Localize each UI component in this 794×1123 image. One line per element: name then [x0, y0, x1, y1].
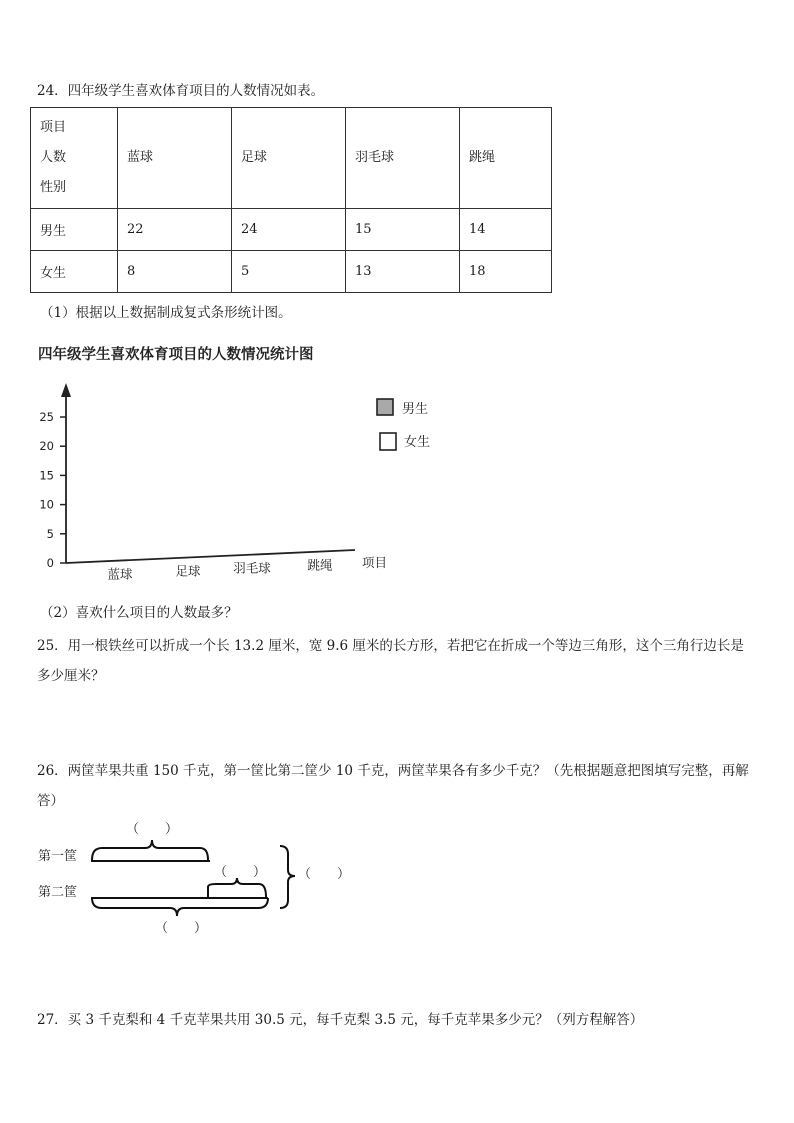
- blank-total: （ ）: [298, 867, 351, 882]
- second-basket-brace: [92, 898, 268, 916]
- line-segment-diagram: [30, 818, 370, 943]
- table-cell: 8: [118, 251, 232, 293]
- x-category-label: 蓝球: [107, 566, 133, 582]
- x-category-label: 羽毛球: [233, 560, 271, 576]
- first-basket-brace: [92, 840, 208, 860]
- question-25-line-1: 25．用一根铁丝可以折成一个长 13.2 厘米，宽 9.6 厘米的长方形，若把它在折成一个等边三角形，这个三角行边长是: [37, 638, 744, 654]
- table-cell: 24: [232, 209, 346, 251]
- table-corner-cell: [31, 108, 118, 209]
- y-tick-label: 10: [39, 497, 54, 512]
- legend-swatch-boys: [377, 399, 393, 415]
- x-axis-label: 项目: [362, 555, 388, 570]
- row-label-girls: 女生: [31, 251, 118, 293]
- question-27-text: 27．买 3 千克梨和 4 千克苹果共用 30.5 元，每千克梨 3.5 元，每千克苹果多少元？（列方程解答）: [37, 1012, 644, 1028]
- table-cell: 18: [460, 251, 552, 293]
- label-first-basket: 第一筐: [38, 849, 78, 864]
- y-tick-label: 25: [39, 410, 54, 424]
- blank-difference: （ ）: [214, 865, 267, 880]
- question-24-part-1: （1）根据以上数据制成复式条形统计图。: [40, 305, 292, 321]
- question-25-line-2: 多少厘米？: [37, 668, 105, 684]
- column-header-basketball: 蓝球: [118, 108, 232, 209]
- table-row-girls: [31, 251, 552, 293]
- x-category-label: 足球: [175, 563, 201, 579]
- legend-label-girls: 女生: [404, 435, 430, 450]
- y-tick-label: 15: [39, 468, 54, 483]
- y-ticks: [39, 410, 66, 570]
- y-axis-arrow: [61, 383, 71, 397]
- blank-second-basket: （ ）: [155, 921, 208, 936]
- row-label-boys: 男生: [31, 209, 118, 251]
- blank-first-basket: （ ）: [126, 822, 179, 837]
- legend-swatch-girls: [380, 433, 396, 450]
- sports-data-table: [30, 107, 552, 293]
- table-cell: 22: [118, 209, 232, 251]
- x-category-label: 跳绳: [307, 557, 333, 573]
- y-tick-label: 0: [46, 556, 54, 570]
- question-24-part-2: （2）喜欢什么项目的人数最多？: [40, 605, 238, 621]
- column-header-jump-rope: 跳绳: [460, 108, 552, 209]
- y-tick-label: 5: [46, 526, 54, 541]
- y-tick-label: 20: [39, 439, 54, 454]
- table-cell: 15: [346, 209, 460, 251]
- table-row-boys: [31, 209, 552, 251]
- total-brace: [280, 846, 295, 908]
- table-cell: 5: [232, 251, 346, 293]
- table-cell: 14: [460, 209, 552, 251]
- difference-brace: [208, 878, 266, 897]
- question-24-text: 24．四年级学生喜欢体育项目的人数情况如表。: [37, 83, 325, 99]
- legend-label-boys: 男生: [402, 402, 429, 417]
- label-second-basket: 第二筐: [38, 885, 78, 900]
- corner-label-item: 项目: [40, 120, 67, 135]
- question-26-line-2: 答）: [37, 793, 64, 809]
- corner-label-gender: 性别: [40, 180, 67, 195]
- chart-title: 四年级学生喜欢体育项目的人数情况统计图: [38, 347, 314, 363]
- column-header-football: 足球: [232, 108, 346, 209]
- corner-label-count: 人数: [40, 150, 67, 165]
- x-categories: [107, 558, 333, 582]
- question-26-line-1: 26．两筐苹果共重 150 千克，第一筐比第二筐少 10 千克，两筐苹果各有多少千克？（先根据题意把图填写完整，再解: [37, 763, 749, 779]
- table-cell: 13: [346, 251, 460, 293]
- empty-bar-chart: [30, 337, 430, 587]
- table-header-row: [31, 108, 552, 209]
- column-header-badminton: 羽毛球: [346, 108, 460, 209]
